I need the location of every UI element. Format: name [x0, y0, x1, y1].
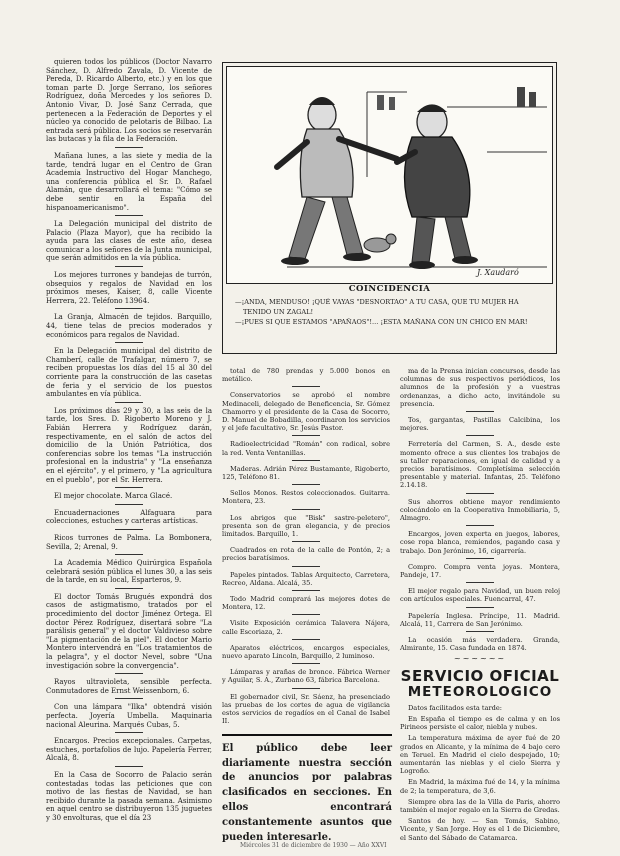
- weather-paragraph: La temperatura máxima de ayer fué de 20 grados en Alicante, y la mínima de 4 bajo cero en Teruel. En Madrid el cielo despejado, 10; aumentarán las nieblas y el cielo Sierra y Logroño.: [400, 734, 560, 776]
- column-rule: [292, 639, 320, 640]
- column-rule: [466, 607, 494, 608]
- column-rule: [115, 766, 143, 767]
- column-rule: [292, 541, 320, 542]
- servicio-title-line1: SERVICIO OFICIAL: [400, 666, 560, 685]
- news-paragraph: El gobernador civil, Sr. Sáenz, ha presenciado las pruebas de los cortes de agua de vigilancia estos servicios de regadíos en el Canal de Isabel II.: [222, 692, 390, 726]
- news-paragraph: Visite Exposición cerámica Talavera Nájera, calle Escoriaza, 2.: [222, 619, 390, 636]
- news-paragraph: Compro. Compra venta joyas. Montera, Pandeje, 17.: [400, 562, 560, 580]
- servicio-meteorologico-title: [400, 668, 560, 700]
- column-rule: [292, 386, 320, 387]
- right-ads: [400, 367, 560, 652]
- cartoon-drawing: [227, 67, 552, 283]
- column-rule: [115, 529, 143, 530]
- weather-paragraph: Siempre obra las de la Villa de Paris, ahorro también el mejor regalo en la Sierra de Gredas.: [400, 797, 560, 814]
- news-paragraph: El doctor Tomás Brugués expondrá dos casos de astigmatismo, tratados por el procedimiento del doctor Jiménez Ortega. El doctor Pérez Rodríguez, disertará sobre "La parálisis general" y el doctor Valdivieso sobre "La pigmentación de la piel". El doctor Mario Montero intervendrá en "Los tratamientos de la pelagra", y el doctor Nevel, sobre "Una investigación sobre la convergencia".: [46, 592, 212, 670]
- left-column: [46, 58, 212, 826]
- news-paragraph: Papelería Inglesa. Príncipe, 11. Madrid. Alcalá, 11, Carrera de San Jerónimo.: [400, 611, 560, 628]
- news-paragraph: Conservatorios se aprobó el nombre Medinaceli, delegado de Beneficencia, Sr. Gómez Chamorro y el presidente de la Casa de Socorro, D. Manuel de Bobadilla, coordinaron los servicios y el jefe facultativo, Sr. Jesús Pastor.: [222, 391, 390, 433]
- column-rule: [292, 484, 320, 485]
- news-paragraph: Con una lámpara "Ilka" obtendrá visión perfecta. Joyería Umbella. Maquinaria nacional Aleurina. Marqués Cubas, 5.: [46, 703, 212, 729]
- news-paragraph: La Granja, Almacén de tejidos. Barquillo, 44, tiene telas de precios moderados y económicos para regalos de Navidad.: [46, 313, 212, 339]
- column-rule: [115, 554, 143, 555]
- column-rule: [292, 688, 320, 689]
- news-paragraph: Aparatos eléctricos, encargos especiales, nuevo aparato Lincoln, Barquillo, 2 luminoso.: [222, 643, 390, 661]
- column-rule: [115, 504, 143, 505]
- news-paragraph: Sellos Monos. Restos coleccionados. Guitarra. Montera, 23.: [222, 489, 390, 506]
- column-rule: [292, 590, 320, 591]
- column-rule: [466, 582, 494, 583]
- column-rule: [292, 460, 320, 461]
- column-rule: [115, 147, 143, 148]
- news-paragraph: quieren todos los públicos (Doctor Navarro Sánchez, D. Alfredo Zavala, D. Vicente de Pereda, D. Ricardo Alberto, etc.) y en los que toman parte D. Jorge Serrano, los señores Rodríguez, doña Mercedes y los señores D. Antonio Vivar, D. José Sanz Cerrada, que pertenecen a la Federación de Deportes y el núcleo ya conocido de pelotaris de Bilbao. La entrada será pública. Los socios se reservarán las butacas y la fila de la Federación.: [46, 58, 212, 144]
- column-rule: [115, 215, 143, 216]
- news-paragraph: Tos, gargantas, Pastillas Calcibina, los mejores.: [400, 416, 560, 433]
- column-rule: [292, 435, 320, 436]
- column-rule: [466, 435, 494, 436]
- column-rule: [466, 525, 494, 526]
- news-paragraph: Sus ahorros obtiene mayor rendimiento colocándolo en la Cooperativa Inmobiliaria, 5, Almagro.: [400, 497, 560, 523]
- caption-line: —¡ANDA, MENDUSO! ¡QUÉ VAYAS "DESNORTAO" A TU CASA, QUE TU MUJER HA TENIDO UN ZAGAL!: [235, 298, 519, 316]
- news-paragraph: Encuadernaciones Alfaguara para colecciones, estuches y carteras artísticas.: [46, 508, 212, 526]
- weather-paragraph: Datos facilitados esta tarde:: [408, 703, 502, 712]
- news-paragraph: La Academia Médico Quirúrgica Española celebrará sesión pública el lunes 30, a las seis de la tarde, en su local, Esparteros, 9.: [46, 559, 212, 585]
- news-paragraph: En la Delegación municipal del distrito de Chamberí, calle de Trafalgar, número 7, se reciben propuestas los días del 15 al 30 del corriente para la construcción de las casetas de feria y el servicio de los puestos ambulantes en vía pública.: [46, 347, 212, 399]
- news-paragraph: La ocasión más verdadera. Granda, Almirante, 15. Casa fundada en 1874.: [400, 636, 560, 653]
- middle-column: [222, 367, 390, 729]
- column-rule: [115, 588, 143, 589]
- column-rule: [115, 698, 143, 699]
- news-paragraph: Maderas. Adrián Pérez Bustamante, Rigoberto, 125, Teléfono 81.: [222, 464, 390, 482]
- news-paragraph: Encargos, joven experta en juegos, labores, cose ropa blanca, remiendos, pagando casa y trabajo. Don Jerónimo, 16, cigarrería.: [400, 530, 560, 555]
- weather-paragraph: En Madrid, la máxima fué de 14, y la mínima de 2; la temperatura, de 3,6.: [400, 778, 560, 795]
- cartoon-illustration: [226, 66, 553, 284]
- cartoon-frame: [222, 62, 557, 354]
- column-rule: [292, 614, 320, 615]
- cartoon-title: COINCIDENCIA: [348, 284, 431, 294]
- news-paragraph: El mejor regalo para Navidad, un buen reloj con artículos especiales. Fuencarral, 47.: [400, 587, 560, 604]
- column-rule: [466, 493, 494, 494]
- column-rule: [115, 732, 143, 733]
- caption-line: —¡PUES SI QUE ESTAMOS "APAÑAOS"!... ¡ESTA MAÑANA CON UN CHICO EN MAR!: [235, 318, 528, 326]
- classified-promo: El público debe leer diariamente nuestra sección de anuncios por palabras clasificados en secciones. En ellos encontrará constantemente asuntos que pueden interesarle.: [222, 734, 392, 846]
- news-paragraph: Encargos. Precios excepcionales. Carpetas, estuches, portafolios de lujo. Papelería Ferrer, Alcalá, 8.: [46, 737, 212, 763]
- news-paragraph: La Delegación municipal del distrito de Palacio (Plaza Mayor), que ha recibido la ayuda para las clases de este año, desea comunicar a los señores de la Junta municipal, que serán admitidos en la vía pública.: [46, 220, 212, 263]
- cartoon-signature: J. Xaudaró: [477, 268, 519, 277]
- news-paragraph: En la Casa de Socorro de Palacio serán contestadas todas las peticiones que con motivo de las fiestas de Navidad, se han recibido durante la pasada semana. Asimismo en aquel centro se distribuyeron 135 juguetes y 30 envolturas, que el día 23: [46, 770, 212, 822]
- column-rule: [466, 631, 494, 632]
- news-paragraph: Los abrigos que "Bisk" sastre-peletero", presenta son de gran elegancia, y de precios limitados. Barquillo, 1.: [222, 513, 390, 539]
- news-paragraph: Papeles pintados. Tablas Arquitecto, Carretera, Recreo, Aldana. Alcalá, 35.: [222, 570, 390, 587]
- news-paragraph: Lámparas y arañas de bronce. Fábrica Werner y Aguilar, S. A., Zurbano 63, fábrica Barcelona.: [222, 668, 390, 685]
- news-paragraph: Radioelectricidad "Román" con radical, sobre la red. Venta Ventanillas.: [222, 440, 390, 457]
- news-paragraph: ma de la Prensa inician concursos, desde las columnas de sus respectivos periódicos, los alumnos de la profesión y a vuestras ordenanzas, a dicho acto, invitándole su presencia.: [400, 367, 560, 408]
- column-rule: [466, 411, 494, 412]
- column-rule: [292, 509, 320, 510]
- weather-paragraph: Santos de hoy. — San Tomás, Sabino, Vicente, y San Jorge. Hoy es el 1 de Diciembre, el Santo del Sábado de Catamarca.: [400, 817, 560, 842]
- ornament-divider: ~~~~~~: [453, 654, 507, 664]
- news-paragraph: Cuadrados en rota de la calle de Pontón, 2; a precios baratísimos.: [222, 546, 390, 563]
- news-paragraph: Ricos turrones de Palma. La Bombonera, Sevilla, 2; Arenal, 9.: [46, 533, 212, 551]
- news-paragraph: Los próximos días 29 y 30, a las seis de la tarde, los Sres. D. Rigoberto Moreno y J. Fabián Herrera y Rodríguez darán, respectivamente, en el salón de actos del domicilio de la Unión Patriótica, dos conferencias sobre los temas "La instrucción profesional en la industria" y "La enseñanza en el ejército", y el primero, y "La agricultura en el pueblo", por el Sr. Herrera.: [46, 406, 212, 484]
- news-paragraph: El mejor chocolate. Marca Glacé.: [54, 492, 173, 501]
- servicio-body: [400, 704, 560, 842]
- weather-paragraph: En España el tiempo es de calma y en los Pirineos persiste el calor, niebla y nubes.: [400, 714, 560, 732]
- column-rule: [292, 663, 320, 664]
- column-rule: [115, 308, 143, 309]
- servicio-title-line2: METEOROLOGICO: [407, 683, 553, 700]
- news-paragraph: Ferretería del Carmen, S. A., desde este momento ofrece a sus clientes los trabajos de su taller reparaciones, en igual de calidad y a precios baratísimos. Completísima selección presentable y material. Infantas, 25. Teléfono 2.14.18.: [400, 440, 560, 490]
- cartoon-caption: [235, 297, 547, 327]
- column-rule: [115, 402, 143, 403]
- column-rule: [115, 266, 143, 267]
- page-footer: Miércoles 31 de diciembre de 1930 — Año XXVI: [240, 842, 387, 849]
- news-paragraph: total de 780 prendas y 5.000 bonos en metálico.: [222, 367, 390, 384]
- column-rule: [466, 558, 494, 559]
- column-rule: [115, 342, 143, 343]
- news-paragraph: Los mejores turrones y bandejas de turrón, obsequios y regalos de Navidad en los próximos meses, Kaiser, 8, calle Vicente Herrera, 22. Teléfono 13964.: [46, 271, 212, 305]
- column-rule: [115, 673, 143, 674]
- right-column: [400, 367, 560, 845]
- news-paragraph: Todo Madrid comprará las mejores dotes de Montera, 12.: [222, 595, 390, 612]
- news-paragraph: Rayos ultravioleta, sensible perfecta. Conmutadores de Ernst Weissenborn, 6.: [46, 678, 212, 695]
- column-rule: [292, 566, 320, 567]
- news-paragraph: Mañana lunes, a las siete y media de la tarde, tendrá lugar en el Centro de Gran Academia Instructivo del Hogar Manchego, una conferencia pública el Sr. D. Rafael Alamán, que desarrollará el tema: "Cómo se debe sentir en la España del hispanoamericanismo".: [46, 151, 212, 212]
- column-rule: [115, 487, 143, 488]
